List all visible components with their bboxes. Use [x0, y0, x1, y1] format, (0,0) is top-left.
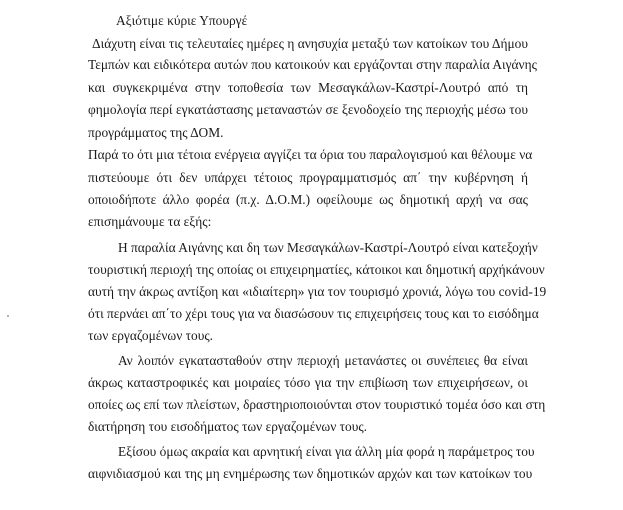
paragraph-1-line-3: και συγκεκριμένα στην τοποθεσία των Μεσαγκάλων-Καστρί-Λουτρό από τη [88, 80, 528, 95]
paragraph-2-line-1: Παρά το ότι μια τέτοια ενέργεια αγγίζει τα όρια του παραλογισμού και θέλουμε να [88, 147, 533, 162]
greeting: Αξιότιμε κύριε Υπουργέ [116, 13, 248, 28]
paragraph-3-line-3: αυτή την άκρως αντίξοη και «ιδιαίτερη» για τον τουρισμό χρονιά, λόγω του covid-19 [88, 284, 547, 299]
paragraph-1-line-2: Τεμπών και ειδικότερα αυτών που κατοικούν και εργάζονται στην παραλία Αιγάνης [88, 57, 537, 72]
scan-speck [7, 315, 9, 317]
paragraph-1-line-5: προγράμματος της ΔΟΜ. [88, 125, 224, 140]
paragraph-3-line-5: των εργαζομένων τους. [88, 328, 214, 343]
paragraph-2-line-3: οποιοδήποτε άλλο φορέα (π.χ. Δ.Ο.Μ.) οφείλουμε ως δημοτική αρχή να σας [88, 192, 528, 207]
paragraph-3-line-4: ότι περνάει απ΄το χέρι τους για να διασώσουν τις επιχειρήσεις τους και το εισόδημα [88, 306, 539, 321]
paragraph-5-line-2: αιφνιδιασμού και της μη ενημέρωσης των δημοτικών αρχών και των κατοίκων του [88, 466, 533, 481]
paragraph-4-line-4: διατήρηση του εισοδήματος των εργαζομένων τους. [88, 419, 367, 434]
paragraph-2-line-2: πιστεύουμε ότι δεν υπάρχει τέτοιος προγραμματισμός απ΄ την κυβέρνηση ή [88, 170, 528, 185]
paragraph-2-line-4: επισημάνουμε τα εξής: [88, 214, 212, 229]
paragraph-5-line-1: Εξίσου όμως ακραία και αρνητική είναι για άλλη μία φορά η παράμετρος του [118, 444, 535, 459]
paragraph-3-line-2: τουριστική περιοχή της οποίας οι επιχειρηματίες, κάτοικοι και δημοτική αρχήκάνουν [88, 262, 545, 277]
paragraph-1-line-4: φημολογία περί εγκατάστασης μεταναστών σε ξενοδοχείο της περιοχής μέσω του [88, 102, 528, 117]
paragraph-4-line-2: άκρως καταστροφικές και μοιραίες τόσο για την επιβίωση των επιχειρήσεων, οι [88, 375, 528, 390]
paragraph-4-line-1: Αν λοιπόν εγκατασταθούν στην περιοχή μετανάστες οι συνέπειες θα είναι [118, 353, 528, 368]
paragraph-3-line-1: Η παραλία Αιγάνης και δη των Μεσαγκάλων-Καστρί-Λουτρό είναι κατεξοχήν [118, 240, 538, 255]
paragraph-1-line-1: Διάχυτη είναι τις τελευταίες ημέρες η ανησυχία μεταξύ των κατοίκων του Δήμου [92, 36, 528, 51]
paragraph-4-line-3: οποίες ως επί των πλείστων, δραστηριοποιούνται στον τουριστικό τομέα όσο και στη [88, 397, 546, 412]
